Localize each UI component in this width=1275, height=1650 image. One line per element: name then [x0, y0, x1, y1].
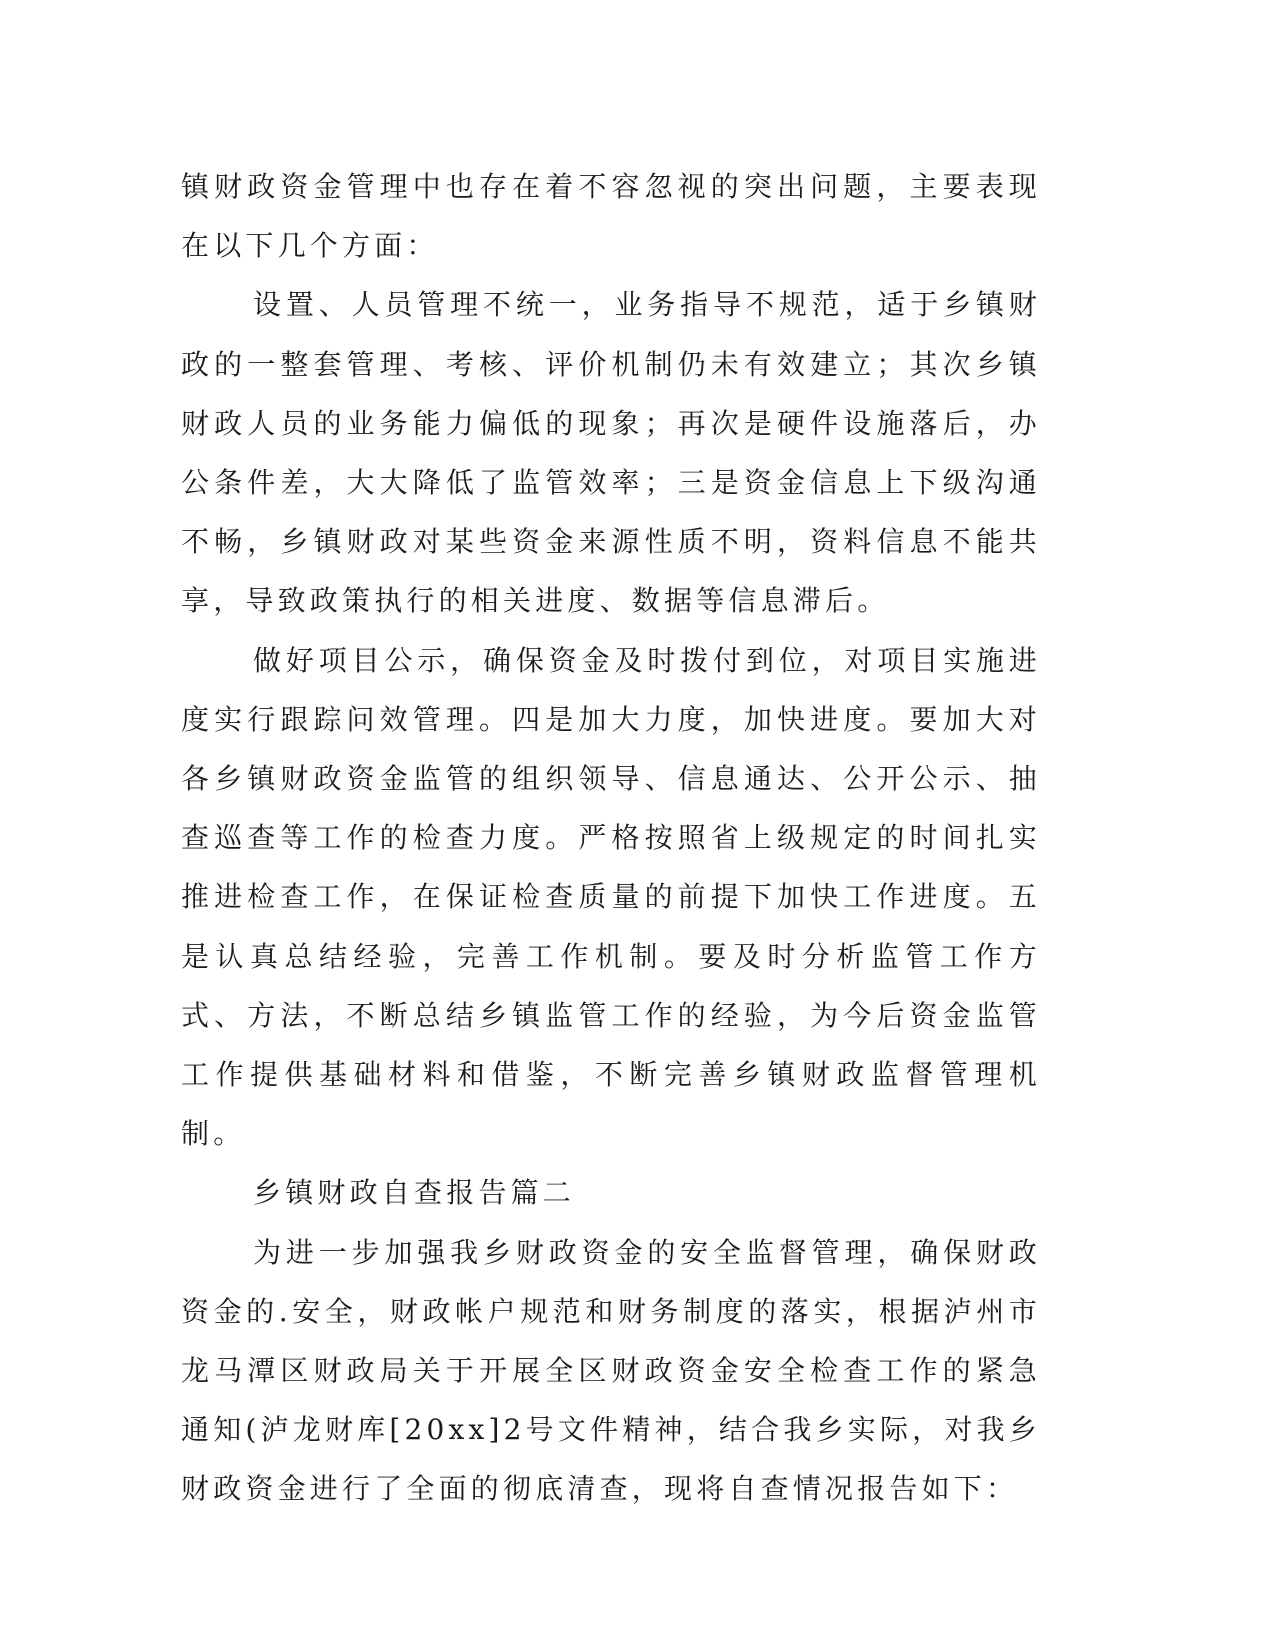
- section-heading: 乡镇财政自查报告篇二: [253, 1176, 576, 1210]
- paragraph-problems: 设置、人员管理不统一，业务指导不规范，适于乡镇财政的一整套管理、考核、评价机制仍未有效建立；其次乡镇财政人员的业务能力偏低的现象；再次是硬件设施落后，办公条件差，大大降低了监管效率；三是资金信息上下级沟通不畅，乡镇财政对某些资金来源性质不明，资料信息不能共享，导致政策执行的相关进度、数据等信息滞后。: [181, 288, 1041, 618]
- paragraph-intro: 镇财政资金管理中也存在着不容忽视的突出问题，主要表现在以下几个方面：: [181, 170, 1041, 263]
- paragraph-measures: 做好项目公示，确保资金及时拨付到位，对项目实施进度实行跟踪问效管理。四是加大力度，加快进度。要加大对各乡镇财政资金监管的组织领导、信息通达、公开公示、抽查巡查等工作的检查力度。严格按照省上级规定的时间扎实推进检查工作，在保证检查质量的前提下加快工作进度。五是认真总结经验，完善工作机制。要及时分析监管工作方式、方法，不断总结乡镇监管工作的经验，为今后资金监管工作提供基础材料和借鉴，不断完善乡镇财政监督管理机制。: [181, 643, 1041, 1151]
- document-body: [181, 157, 1041, 1519]
- paragraph-report-intro: 为进一步加强我乡财政资金的安全监督管理，确保财政资金的.安全，财政帐户规范和财务制度的落实，根据泸州市龙马潭区财政局关于开展全区财政资金安全检查工作的紧急通知(泸龙财库[20xx]2号文件精神，结合我乡实际，对我乡财政资金进行了全面的彻底清查，现将自查情况报告如下：: [181, 1235, 1041, 1506]
